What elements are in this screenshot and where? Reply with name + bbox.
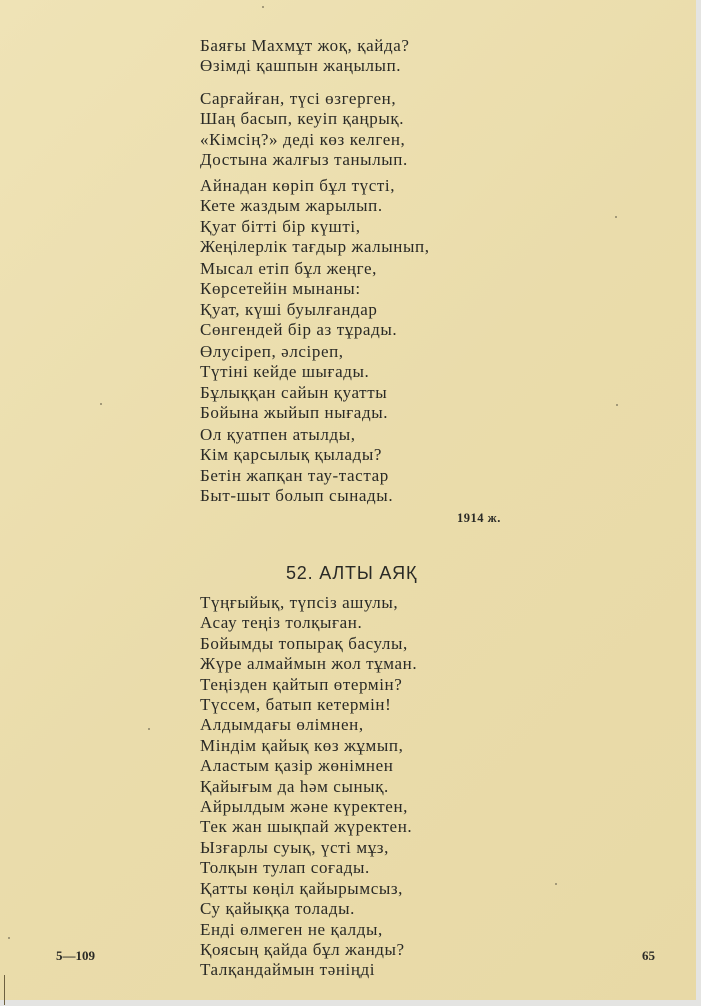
poem-line: Түтіні кейде шығады. — [200, 362, 370, 382]
poem-line: Баяғы Махмұт жоқ, қайда? — [200, 36, 410, 55]
poem-line: Айрылдым және күректен, — [200, 797, 409, 817]
poem-line: Енді өлмеген не қалды, — [200, 919, 383, 939]
poem-line: Айнадан көріп бұл түсті, — [200, 176, 396, 195]
poem-line: Асау теңіз толқыған. — [200, 613, 363, 633]
poem-title: 52. АЛТЫ АЯҚ — [286, 563, 418, 583]
poem-body — [200, 593, 417, 981]
poem-line: Сарғайған, түсі өзгерген, — [200, 89, 397, 108]
poem-line: Мысал етіп бұл жеңге, — [200, 259, 377, 278]
page-number: 65 — [642, 948, 655, 963]
printer-signature: 5—109 — [56, 948, 95, 963]
poem-line: Теңізден қайтып өтермін? — [200, 674, 403, 694]
paper-speck — [616, 404, 618, 406]
paper-speck — [262, 6, 264, 8]
paper-speck — [555, 883, 557, 885]
poem-line: Міндім қайық көз жұмып, — [200, 735, 404, 755]
poem-line: Қоясың қайда бұл жанды? — [200, 939, 405, 959]
poem-line: Бұлыққан сайын қуатты — [200, 382, 388, 402]
poem-line: Бойына жыйып нығады. — [200, 403, 389, 423]
poem-line: Кете жаздым жарылып. — [200, 196, 383, 216]
poem-line: Тек жан шықпай жүректен. — [200, 817, 413, 837]
poem-line: Қайығым да һәм сынық. — [200, 776, 389, 796]
binding-edge — [4, 975, 5, 1005]
poem-line: Достына жалғыз танылып. — [200, 150, 408, 170]
poem-line: Талқандаймын тәніңді — [200, 960, 376, 980]
poem-line: Су қайыққа толады. — [200, 899, 355, 919]
poem-line: Түсcем, батып кетермін! — [200, 695, 392, 715]
poem-line: Қуат, күші буылғандар — [200, 299, 378, 319]
stanza-4 — [200, 259, 397, 341]
stanza-1 — [200, 36, 410, 77]
poem-line: Өзімді қашпын жаңылып. — [200, 56, 402, 76]
poem-date: 1914 ж. — [457, 511, 501, 525]
paper-speck — [615, 216, 617, 218]
poem-line: Толқын тулап соғады. — [200, 858, 370, 878]
poem-line: Өлусіреп, әлсіреп, — [200, 342, 344, 361]
poem-line: Сөнгендей бір аз тұрады. — [200, 320, 398, 340]
poem-line: Аластым қазір жөнімнен — [200, 756, 394, 776]
poem-line: Бетін жапқан тау-тастар — [200, 465, 389, 485]
poem-line: Жеңілерлік тағдыр жалынып, — [200, 237, 430, 257]
poem-line: Быт-шыт болып сынады. — [200, 486, 394, 506]
paper-speck — [100, 403, 102, 405]
stanza-3 — [200, 176, 430, 258]
poem-line: Жүре алмаймын жол тұман. — [200, 654, 418, 674]
poem-line: «Кімсің?» деді көз келген, — [200, 129, 406, 149]
poem-line: Түңғыйық, түпсіз ашулы, — [200, 593, 399, 612]
paper-speck — [148, 728, 150, 730]
poem-line: Ызғарлы суық, үсті мұз, — [200, 837, 389, 857]
poem-line: Кім қарсылық қылады? — [200, 445, 383, 465]
poem-line: Ол қуатпен атылды, — [200, 425, 356, 444]
paper-speck — [8, 937, 10, 939]
stanza-6 — [200, 425, 393, 507]
poem-line: Бойымды топырақ басулы, — [200, 633, 408, 653]
poem-line: Қуат бітті бір күшті, — [200, 216, 361, 236]
poem-line: Көрсетейін мынаны: — [200, 279, 361, 299]
poem-line: Шаң басып, кеуіп қаңрық. — [200, 109, 405, 129]
poem-line: Қатты көңіл қайырымсыз, — [200, 878, 404, 898]
stanza-5 — [200, 342, 388, 424]
poem-line: Алдымдағы өлімнен, — [200, 715, 364, 735]
stanza-2 — [200, 89, 408, 171]
